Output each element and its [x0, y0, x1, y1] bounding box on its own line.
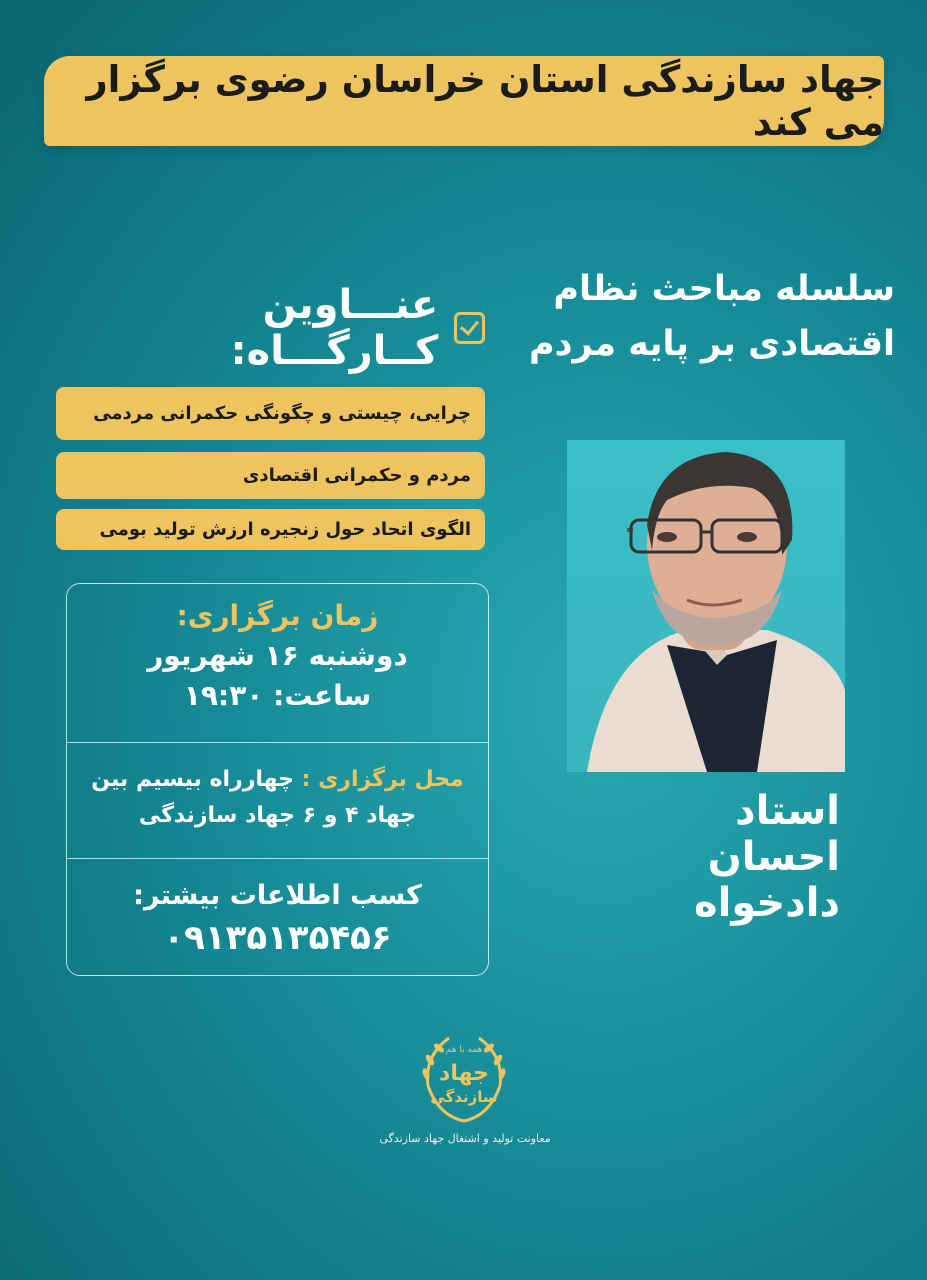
location-line-2: جهاد ۴ و ۶ جهاد سازندگی — [138, 803, 417, 828]
hour-label: ساعت: — [273, 679, 372, 712]
divider — [67, 858, 488, 859]
event-date: دوشنبه ۱۶ شهریور — [147, 639, 408, 672]
series-line-1: سلسله مباحث نظام — [553, 269, 895, 309]
logo-word-2: سازندگی — [430, 1088, 498, 1106]
checkbox-icon — [454, 312, 485, 344]
series-line-2: اقتصادی بر پایه مردم — [528, 324, 895, 364]
event-hour: ۱۹:۳۰ — [183, 679, 264, 712]
location-section — [67, 762, 488, 834]
logo-arc-text: همه با هم — [445, 1045, 483, 1055]
topic-label-2: مردم و حکمرانی اقتصادی — [242, 465, 471, 486]
header-banner — [44, 56, 884, 146]
topic-item-1 — [56, 387, 485, 440]
jahad-logo — [414, 1026, 514, 1126]
topic-label-1: چرایی، چیستی و چگونگی حکمرانی مردمی — [93, 403, 471, 424]
speaker-photo — [567, 440, 845, 772]
speaker-portrait-image — [567, 440, 845, 772]
contact-section — [67, 876, 488, 960]
banner-title: جهاد سازندگی استان خراسان رضوی برگزار می کند — [86, 58, 884, 144]
event-hour-row — [67, 676, 488, 716]
speaker-title: استاد — [735, 788, 840, 834]
topic-item-3 — [56, 509, 485, 550]
location-row — [67, 762, 488, 798]
topic-label-3: الگوی اتحاد حول زنجیره ارزش تولید بومی — [99, 519, 471, 540]
contact-phone: ۰۹۱۳۵۱۳۵۴۵۶ — [163, 918, 392, 958]
event-info-box — [66, 583, 489, 976]
divider — [67, 742, 488, 743]
topics-heading — [60, 282, 485, 374]
schedule-section — [67, 596, 488, 716]
wheat-emblem-icon — [414, 1026, 514, 1126]
topic-item-2 — [56, 452, 485, 499]
location-label: محل برگزاری : — [301, 767, 464, 792]
location-line-1: چهارراه بیسیم بین — [91, 767, 294, 792]
contact-label: کسب اطلاعات بیشتر: — [133, 880, 422, 911]
time-label: زمان برگزاری: — [176, 599, 379, 632]
series-title — [475, 262, 895, 372]
logo-word-1: جهاد — [439, 1061, 489, 1086]
speaker-name: احسان دادخواه — [694, 834, 840, 926]
logo-caption: معاونت تولید و اشتغال جهاد سازندگی — [379, 1132, 551, 1145]
topics-heading-text: عنـــاوین کــارگـــاه: — [230, 282, 439, 374]
